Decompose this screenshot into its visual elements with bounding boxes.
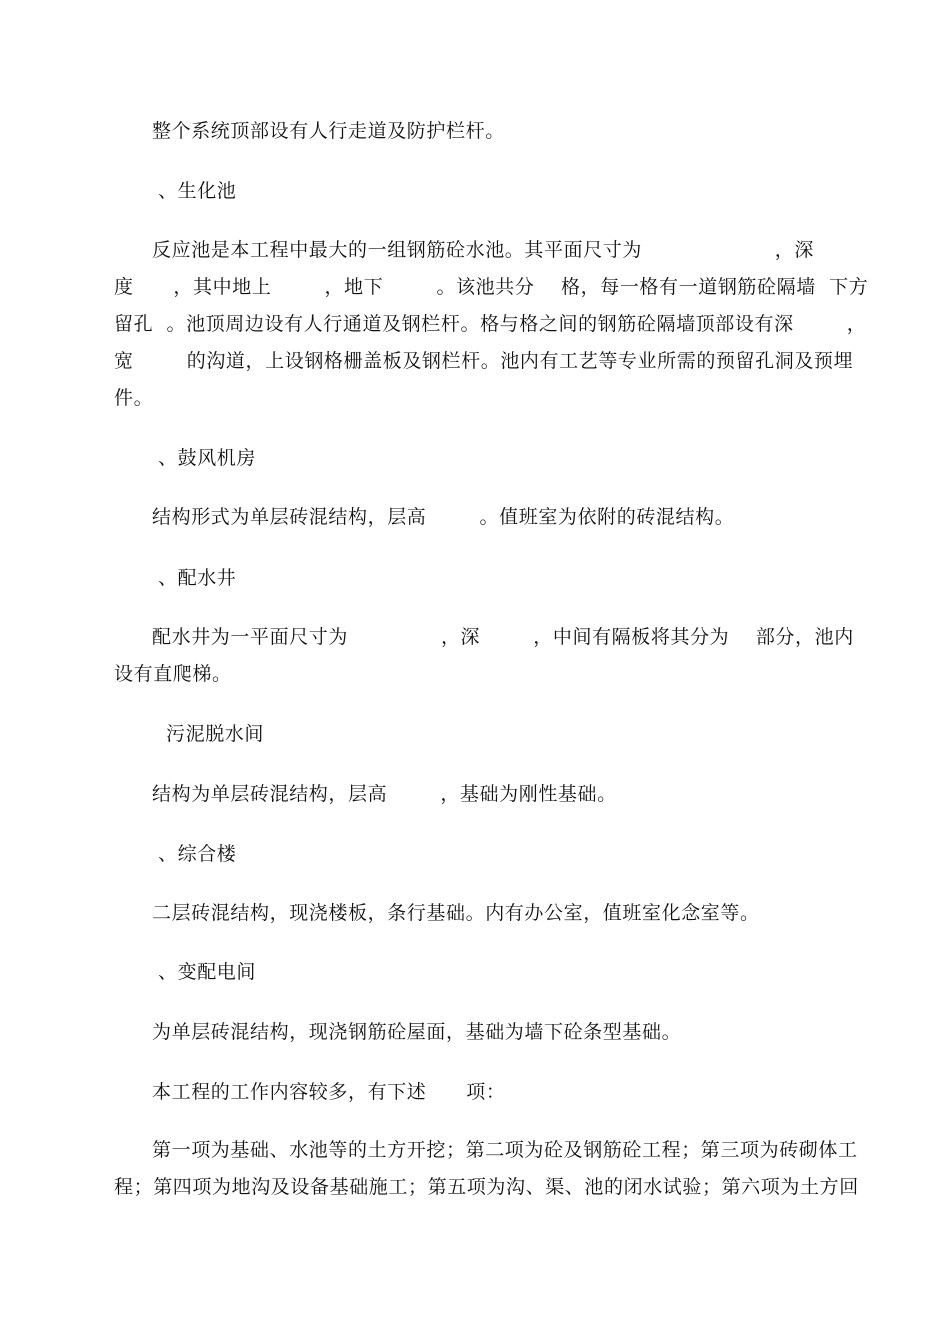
paragraph-line: 第一项为基础、水池等的土方开挖；第二项为砼及钢筋砼工程；第三项为砖砌体工 [152,1139,858,1161]
section-heading-blower-room: 、鼓风机房 [158,447,257,469]
section-heading-substation: 、变配电间 [158,961,257,983]
paragraph-line: 件。 [114,387,154,409]
paragraph-line: 结构为单层砖混结构，层高 ，基础为刚性基础。 [152,783,617,805]
paragraph-line: 本工程的工作内容较多，有下述 项： [152,1081,506,1103]
paragraph-line: 整个系统顶部设有人行走道及防护栏杆。 [152,120,505,142]
section-heading-office-building: 、综合楼 [158,843,237,865]
section-heading-biochemical-tank: 、生化池 [158,180,237,202]
paragraph-line: 结构形式为单层砖混结构，层高 。值班室为依附的砖混结构。 [152,506,735,528]
paragraph-line: 宽 的沟道，上设钢格栅盖板及钢栏杆。池内有工艺等专业所需的预留孔洞及预埋 [114,350,854,372]
paragraph-line: 为单层砖混结构，现浇钢筋砼屋面，基础为墙下砼条型基础。 [152,1021,682,1043]
section-heading-sludge-dewatering: 污泥脱水间 [166,723,265,745]
paragraph-line: 反应池是本工程中最大的一组钢筋砼水池。其平面尺寸为 ，深 [152,239,814,261]
paragraph-line: 设有直爬梯。 [114,663,232,685]
paragraph-line: 二层砖混结构，现浇楼板，条行基础。内有办公室，值班室化念室等。 [152,902,760,924]
paragraph-line: 配水井为一平面尺寸为 ，深 ，中间有隔板将其分为 部分，池内 [152,626,854,648]
section-heading-distribution-well: 、配水井 [158,567,237,589]
paragraph-line: 度 ，其中地上 ，地下 。该池共分 格，每一格有一道钢筋砼隔墙 下方 [114,276,869,298]
paragraph-line: 程；第四项为地沟及设备基础施工；第五项为沟、渠、池的闭水试验；第六项为土方回 [114,1176,859,1198]
paragraph-line: 留孔 。池顶周边设有人行通道及钢栏杆。格与格之间的钢筋砼隔墙顶部设有深 ， [114,313,867,335]
